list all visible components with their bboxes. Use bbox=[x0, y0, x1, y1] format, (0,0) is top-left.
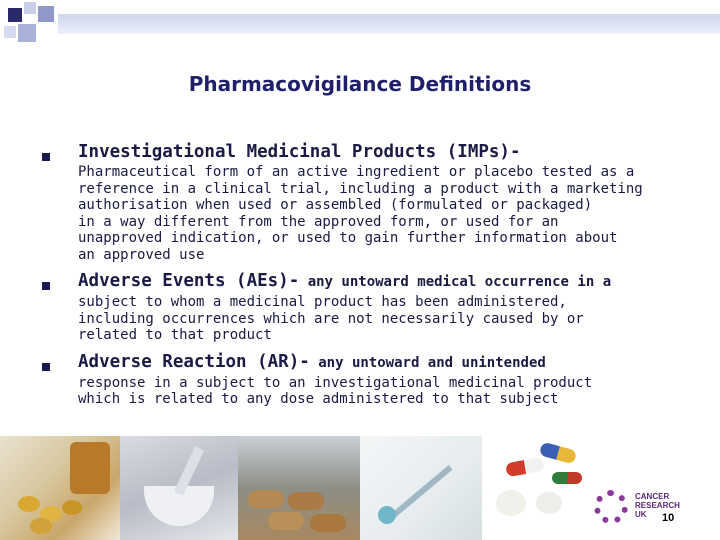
term-ar: Adverse Reaction (AR)- bbox=[78, 351, 310, 372]
definition-line: an approved use bbox=[78, 246, 205, 263]
bullet-square-icon bbox=[42, 153, 50, 161]
logo-line: CANCER bbox=[635, 492, 670, 501]
corner-square-navy bbox=[8, 8, 22, 22]
bullet-imps bbox=[42, 140, 702, 263]
definition-line: in a way different from the approved form, or used for an bbox=[78, 213, 559, 230]
capsules-blister-photo bbox=[238, 436, 360, 540]
logo-line: UK bbox=[635, 510, 647, 519]
definition-line: reference in a clinical trial, including a product with a marketing bbox=[78, 180, 643, 197]
definition-inline-ar: any untoward and unintended bbox=[309, 354, 546, 371]
corner-square-pale bbox=[4, 26, 16, 38]
colorful-pills-photo bbox=[482, 436, 590, 540]
photo-strip bbox=[0, 436, 720, 540]
logo-line: RESEARCH bbox=[635, 501, 680, 510]
definition-line: which is related to any dose administered to that subject bbox=[78, 391, 559, 407]
syringe-photo bbox=[360, 436, 482, 540]
term-imps: Investigational Medicinal Products (IMPs)- bbox=[78, 142, 521, 162]
definition-line: response in a subject to an investigational medicinal product bbox=[78, 374, 593, 391]
term-line-aes bbox=[78, 269, 702, 294]
bullet-square-icon bbox=[42, 363, 50, 371]
mortar-pestle-photo bbox=[120, 436, 238, 540]
definition-line: authorisation when used or assembled (formulated or packaged) bbox=[78, 197, 593, 213]
bullet-aes bbox=[42, 269, 702, 344]
corner-square-mid bbox=[18, 24, 36, 42]
logo-dotted-c-icon bbox=[594, 490, 628, 524]
slide-title: Pharmacovigilance Definitions bbox=[188, 72, 532, 96]
corner-square-blue bbox=[38, 6, 54, 22]
term-line-ar bbox=[78, 350, 702, 375]
cancer-research-uk-logo bbox=[590, 436, 720, 540]
pills-bottle-photo bbox=[0, 436, 120, 540]
definition-aes bbox=[78, 294, 702, 344]
definition-imps bbox=[78, 164, 702, 263]
definition-line: related to that product bbox=[78, 327, 272, 343]
definition-line: including occurrences which are not necessarily caused by or bbox=[78, 310, 584, 327]
corner-square-light bbox=[24, 2, 36, 14]
definition-inline-aes: any untoward medical occurrence in a bbox=[299, 274, 612, 290]
header-rule bbox=[58, 14, 720, 34]
definition-line: subject to whom a medicinal product has been administered, bbox=[78, 294, 567, 310]
bullet-square-icon bbox=[42, 282, 50, 290]
definition-line: Pharmaceutical form of an active ingredient or placebo tested as a bbox=[78, 164, 635, 180]
bullet-ar bbox=[42, 350, 702, 408]
term-aes: Adverse Events (AEs)- bbox=[78, 271, 300, 291]
definitions-list bbox=[42, 140, 702, 408]
page-number: 10 bbox=[662, 512, 675, 524]
definition-line: unapproved indication, or used to gain further information about bbox=[78, 230, 618, 246]
definition-ar bbox=[78, 375, 702, 408]
